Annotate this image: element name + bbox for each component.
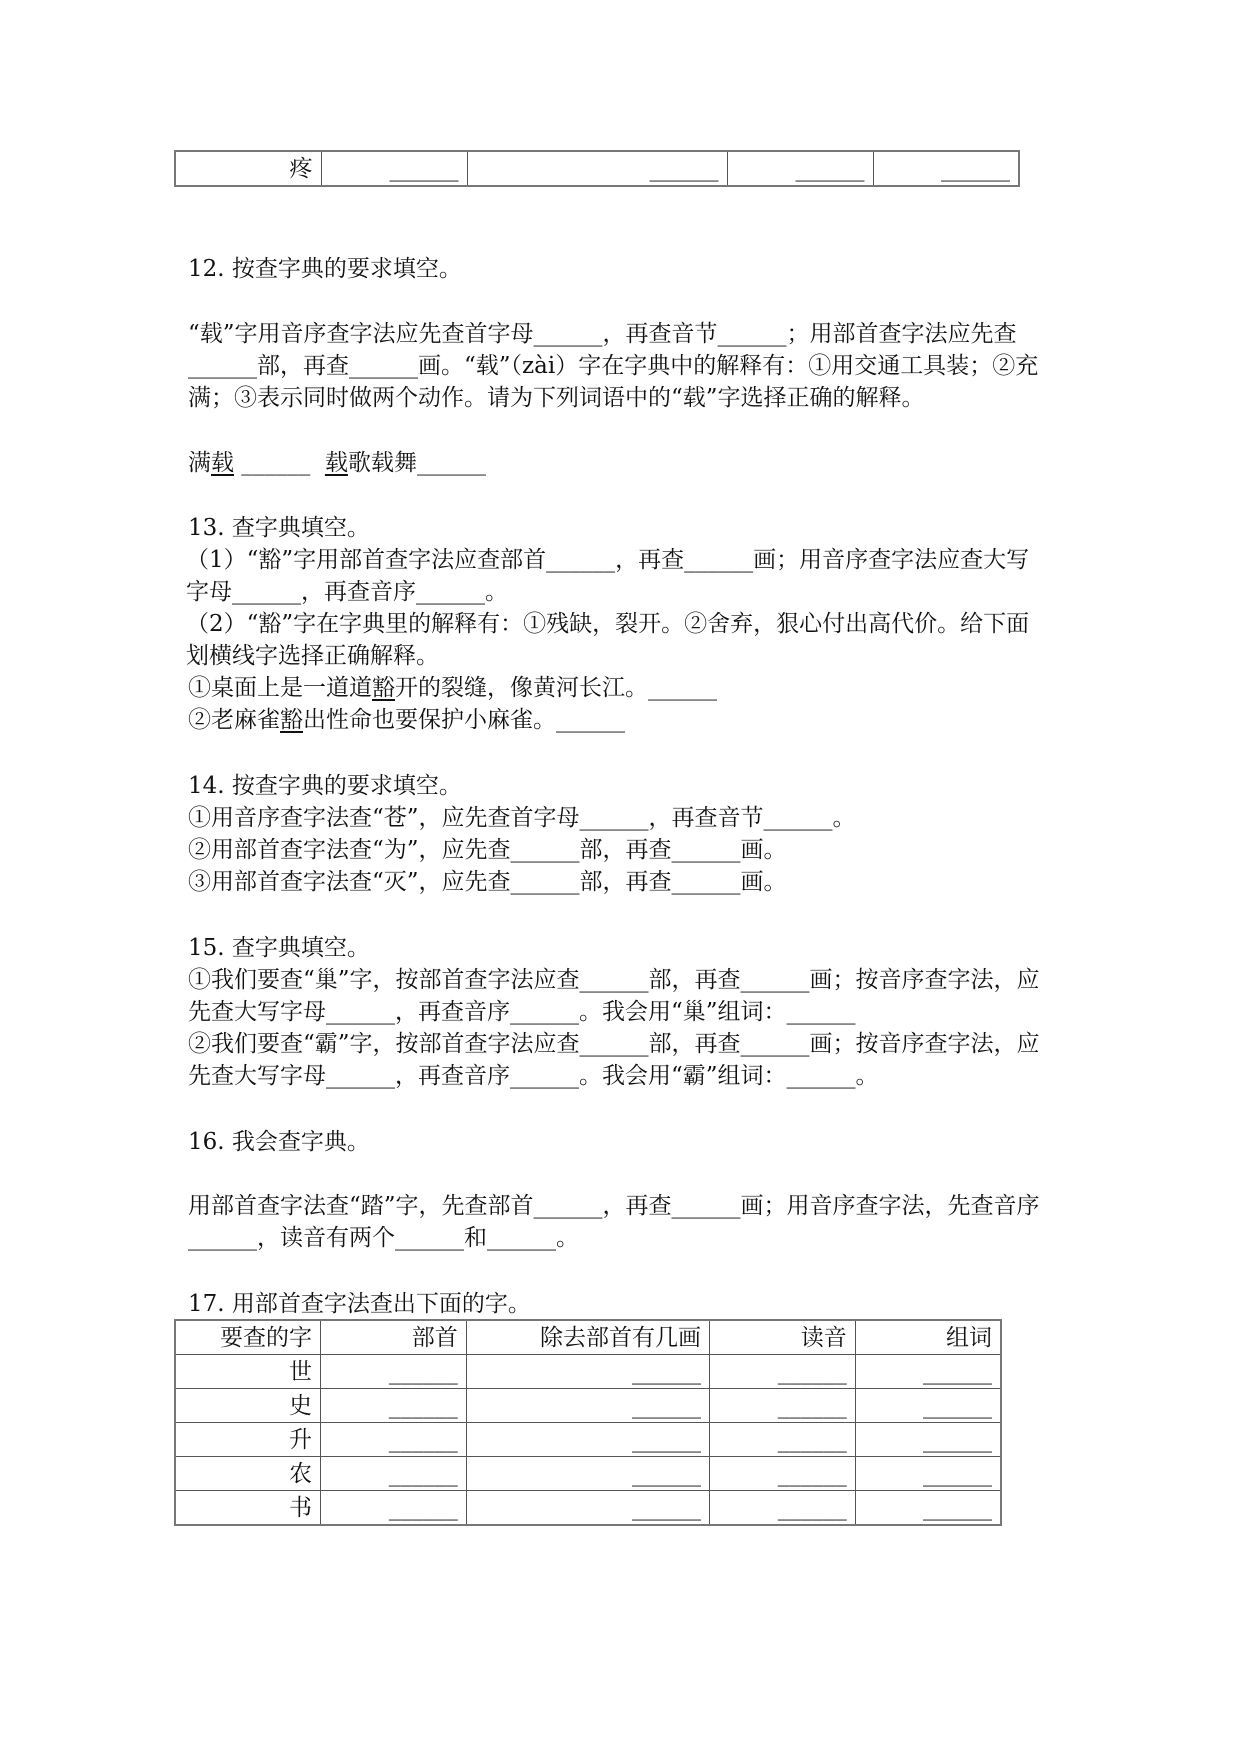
header-cell: 组词 <box>855 1320 1001 1355</box>
q12-word1-blank[interactable]: ______ <box>234 450 318 476</box>
blank-cell[interactable]: ______ <box>466 1389 709 1423</box>
q16-title: 16. 我会查字典。 <box>188 1129 370 1155</box>
char-cell: 书 <box>175 1491 321 1526</box>
char-cell: 史 <box>175 1389 321 1423</box>
top-table <box>174 150 1020 187</box>
blank-cell[interactable]: ______ <box>466 1355 709 1389</box>
blank-cell[interactable]: ______ <box>855 1389 1001 1423</box>
blank-cell[interactable]: ______ <box>467 151 727 186</box>
q17-title: 17. 用部首查字法查出下面的字。 <box>188 1291 531 1317</box>
header-cell: 除去部首有几画 <box>466 1320 709 1355</box>
table-row <box>175 1389 1001 1423</box>
q15-title: 15. 查字典填空。 <box>188 935 370 961</box>
table-row <box>175 1457 1001 1491</box>
table-row <box>175 1491 1001 1526</box>
q15-line1: ①我们要查“巢”字，按部首查字法应查______部，再查______画；按音序查字法，应先查大写字母______，再查音序______。我会用“巢”组词：______ <box>188 967 1040 1025</box>
blank-cell[interactable]: ______ <box>710 1423 856 1457</box>
q12-title: 12. 按查字典的要求填空。 <box>188 256 462 282</box>
blank-cell[interactable]: ______ <box>855 1423 1001 1457</box>
q13-line3-pre: ①桌面上是一道道 <box>188 675 372 701</box>
blank-cell[interactable]: ______ <box>727 151 873 186</box>
blank-cell[interactable]: ______ <box>710 1355 856 1389</box>
table-row <box>175 1423 1001 1457</box>
blank-cell[interactable]: ______ <box>855 1457 1001 1491</box>
blank-cell[interactable]: ______ <box>466 1457 709 1491</box>
q14-line1: ①用音序查字法查“苍”，应先查首字母______，再查音节______。 <box>188 805 856 831</box>
q14-line2: ②用部首查字法查“为”，应先查______部，再查______画。 <box>188 837 787 863</box>
q13-line3-post[interactable]: 开的裂缝，像黄河长江。______ <box>395 675 717 701</box>
header-cell: 读音 <box>710 1320 856 1355</box>
q15-line2: ②我们要查“霸”字，按部首查字法应查______部，再查______画；按音序查字法，应先查大写字母______，再查音序______。我会用“霸”组词：______。 <box>188 1031 1040 1089</box>
char-cell: 农 <box>175 1457 321 1491</box>
q13-line3-underlined: 豁 <box>372 675 395 701</box>
blank-cell[interactable]: ______ <box>710 1457 856 1491</box>
blank-cell[interactable]: ______ <box>873 151 1019 186</box>
table-header-row <box>175 1320 1001 1355</box>
q13-line4-underlined: 豁 <box>280 707 303 733</box>
q12-word2-underlined: 载 <box>324 450 348 476</box>
q12-paragraph: “载”字用音序查字法应先查首字母______，再查音节______；用部首查字法应先查______部，再查______画。“载”（zài）字在字典中的解释有：①用交通工具装；②充满；③表示同时做两个动作。请为下列词语中的“载”字选择正确的解释。 <box>188 321 1039 411</box>
q17-table <box>174 1319 1002 1526</box>
table-row <box>175 151 1019 186</box>
q12-word1-underlined: 载 <box>211 450 234 476</box>
header-cell: 部首 <box>321 1320 467 1355</box>
char-cell: 疼 <box>175 151 321 186</box>
q16-paragraph: 用部首查字法查“踏”字，先查部首______，再查______画；用音序查字法，先查音序______，读音有两个______和______。 <box>188 1193 1040 1251</box>
blank-cell[interactable]: ______ <box>321 1457 467 1491</box>
q12-word1-pre: 满 <box>188 450 211 476</box>
q12-word2-post[interactable]: 歌载舞______ <box>347 450 486 476</box>
q13-title: 13. 查字典填空。 <box>188 515 370 541</box>
table-row <box>175 1355 1001 1389</box>
char-cell: 升 <box>175 1423 321 1457</box>
blank-cell[interactable]: ______ <box>321 1355 467 1389</box>
blank-cell[interactable]: ______ <box>710 1491 856 1526</box>
q14-line3: ③用部首查字法查“灭”，应先查______部，再查______画。 <box>188 869 787 895</box>
blank-cell[interactable]: ______ <box>855 1355 1001 1389</box>
q13-line4-post[interactable]: 出性命也要保护小麻雀。______ <box>303 707 625 733</box>
blank-cell[interactable]: ______ <box>855 1491 1001 1526</box>
blank-cell[interactable]: ______ <box>466 1423 709 1457</box>
blank-cell[interactable]: ______ <box>321 151 467 186</box>
blank-cell[interactable]: ______ <box>466 1491 709 1526</box>
q13-line1: （1）“豁”字用部首查字法应查部首______，再查______画；用音序查字法应查大写字母______，再查音序______。 <box>186 547 1030 605</box>
q13-line2: （2）“豁”字在字典里的解释有：①残缺，裂开。②舍弃，狠心付出高代价。给下面划横线字选择正确解释。 <box>186 611 1030 669</box>
q12-words <box>188 447 1048 479</box>
blank-cell[interactable]: ______ <box>710 1389 856 1423</box>
q13-line3 <box>188 672 1048 704</box>
blank-cell[interactable]: ______ <box>321 1491 467 1526</box>
q13-line4 <box>188 704 1048 736</box>
blank-cell[interactable]: ______ <box>321 1423 467 1457</box>
q14-title: 14. 按查字典的要求填空。 <box>188 773 462 799</box>
char-cell: 世 <box>175 1355 321 1389</box>
blank-cell[interactable]: ______ <box>321 1389 467 1423</box>
q13-line4-pre: ②老麻雀 <box>188 707 280 733</box>
header-cell: 要查的字 <box>175 1320 321 1355</box>
